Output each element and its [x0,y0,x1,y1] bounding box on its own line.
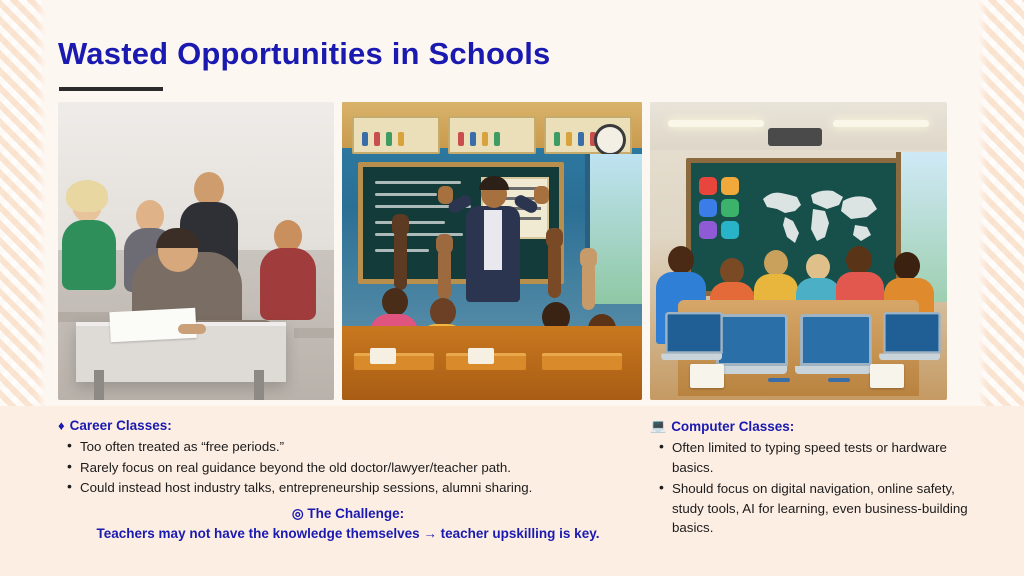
challenge-body: Teachers may not have the knowledge themselves → teacher upskilling is key. [96,526,600,541]
title-underline [59,87,163,91]
career-classes-column [58,418,638,499]
challenge-heading [58,506,638,522]
gem-icon: ♦ [58,418,65,433]
career-classes-heading-text: Career Classes: [69,418,172,433]
challenge-callout [58,506,638,541]
computer-lab-illustration [650,102,947,400]
computer-classes-bullets [650,438,972,538]
target-icon: ◎ [291,506,304,521]
computer-classes-heading-text: Computer Classes: [671,418,795,434]
computer-classes-column [650,418,972,540]
list-item: • Should focus on digital navigation, online safety, study tools, AI for learning, even business-building basics. [672,479,972,538]
list-item: • Too often treated as “free periods.” [80,437,638,457]
list-item: • Rarely focus on real guidance beyond the old doctor/lawyer/teacher path. [80,458,638,478]
bored-students-photo [58,102,334,400]
app-icon-grid [699,177,745,241]
career-classes-bullets [58,437,638,498]
list-item: • Often limited to typing speed tests or hardware basics. [672,438,972,477]
engaged-classroom-illustration [342,102,642,400]
image-row [58,102,948,400]
page-title: Wasted Opportunities in Schools [58,36,551,71]
world-map-icon [751,179,883,251]
career-classes-heading [58,418,638,433]
computer-classes-heading [650,418,972,434]
challenge-heading-text: The Challenge: [307,506,405,521]
laptop-icon: 💻 [650,418,667,433]
list-item: • Could instead host industry talks, entrepreneurship sessions, alumni sharing. [80,478,638,498]
